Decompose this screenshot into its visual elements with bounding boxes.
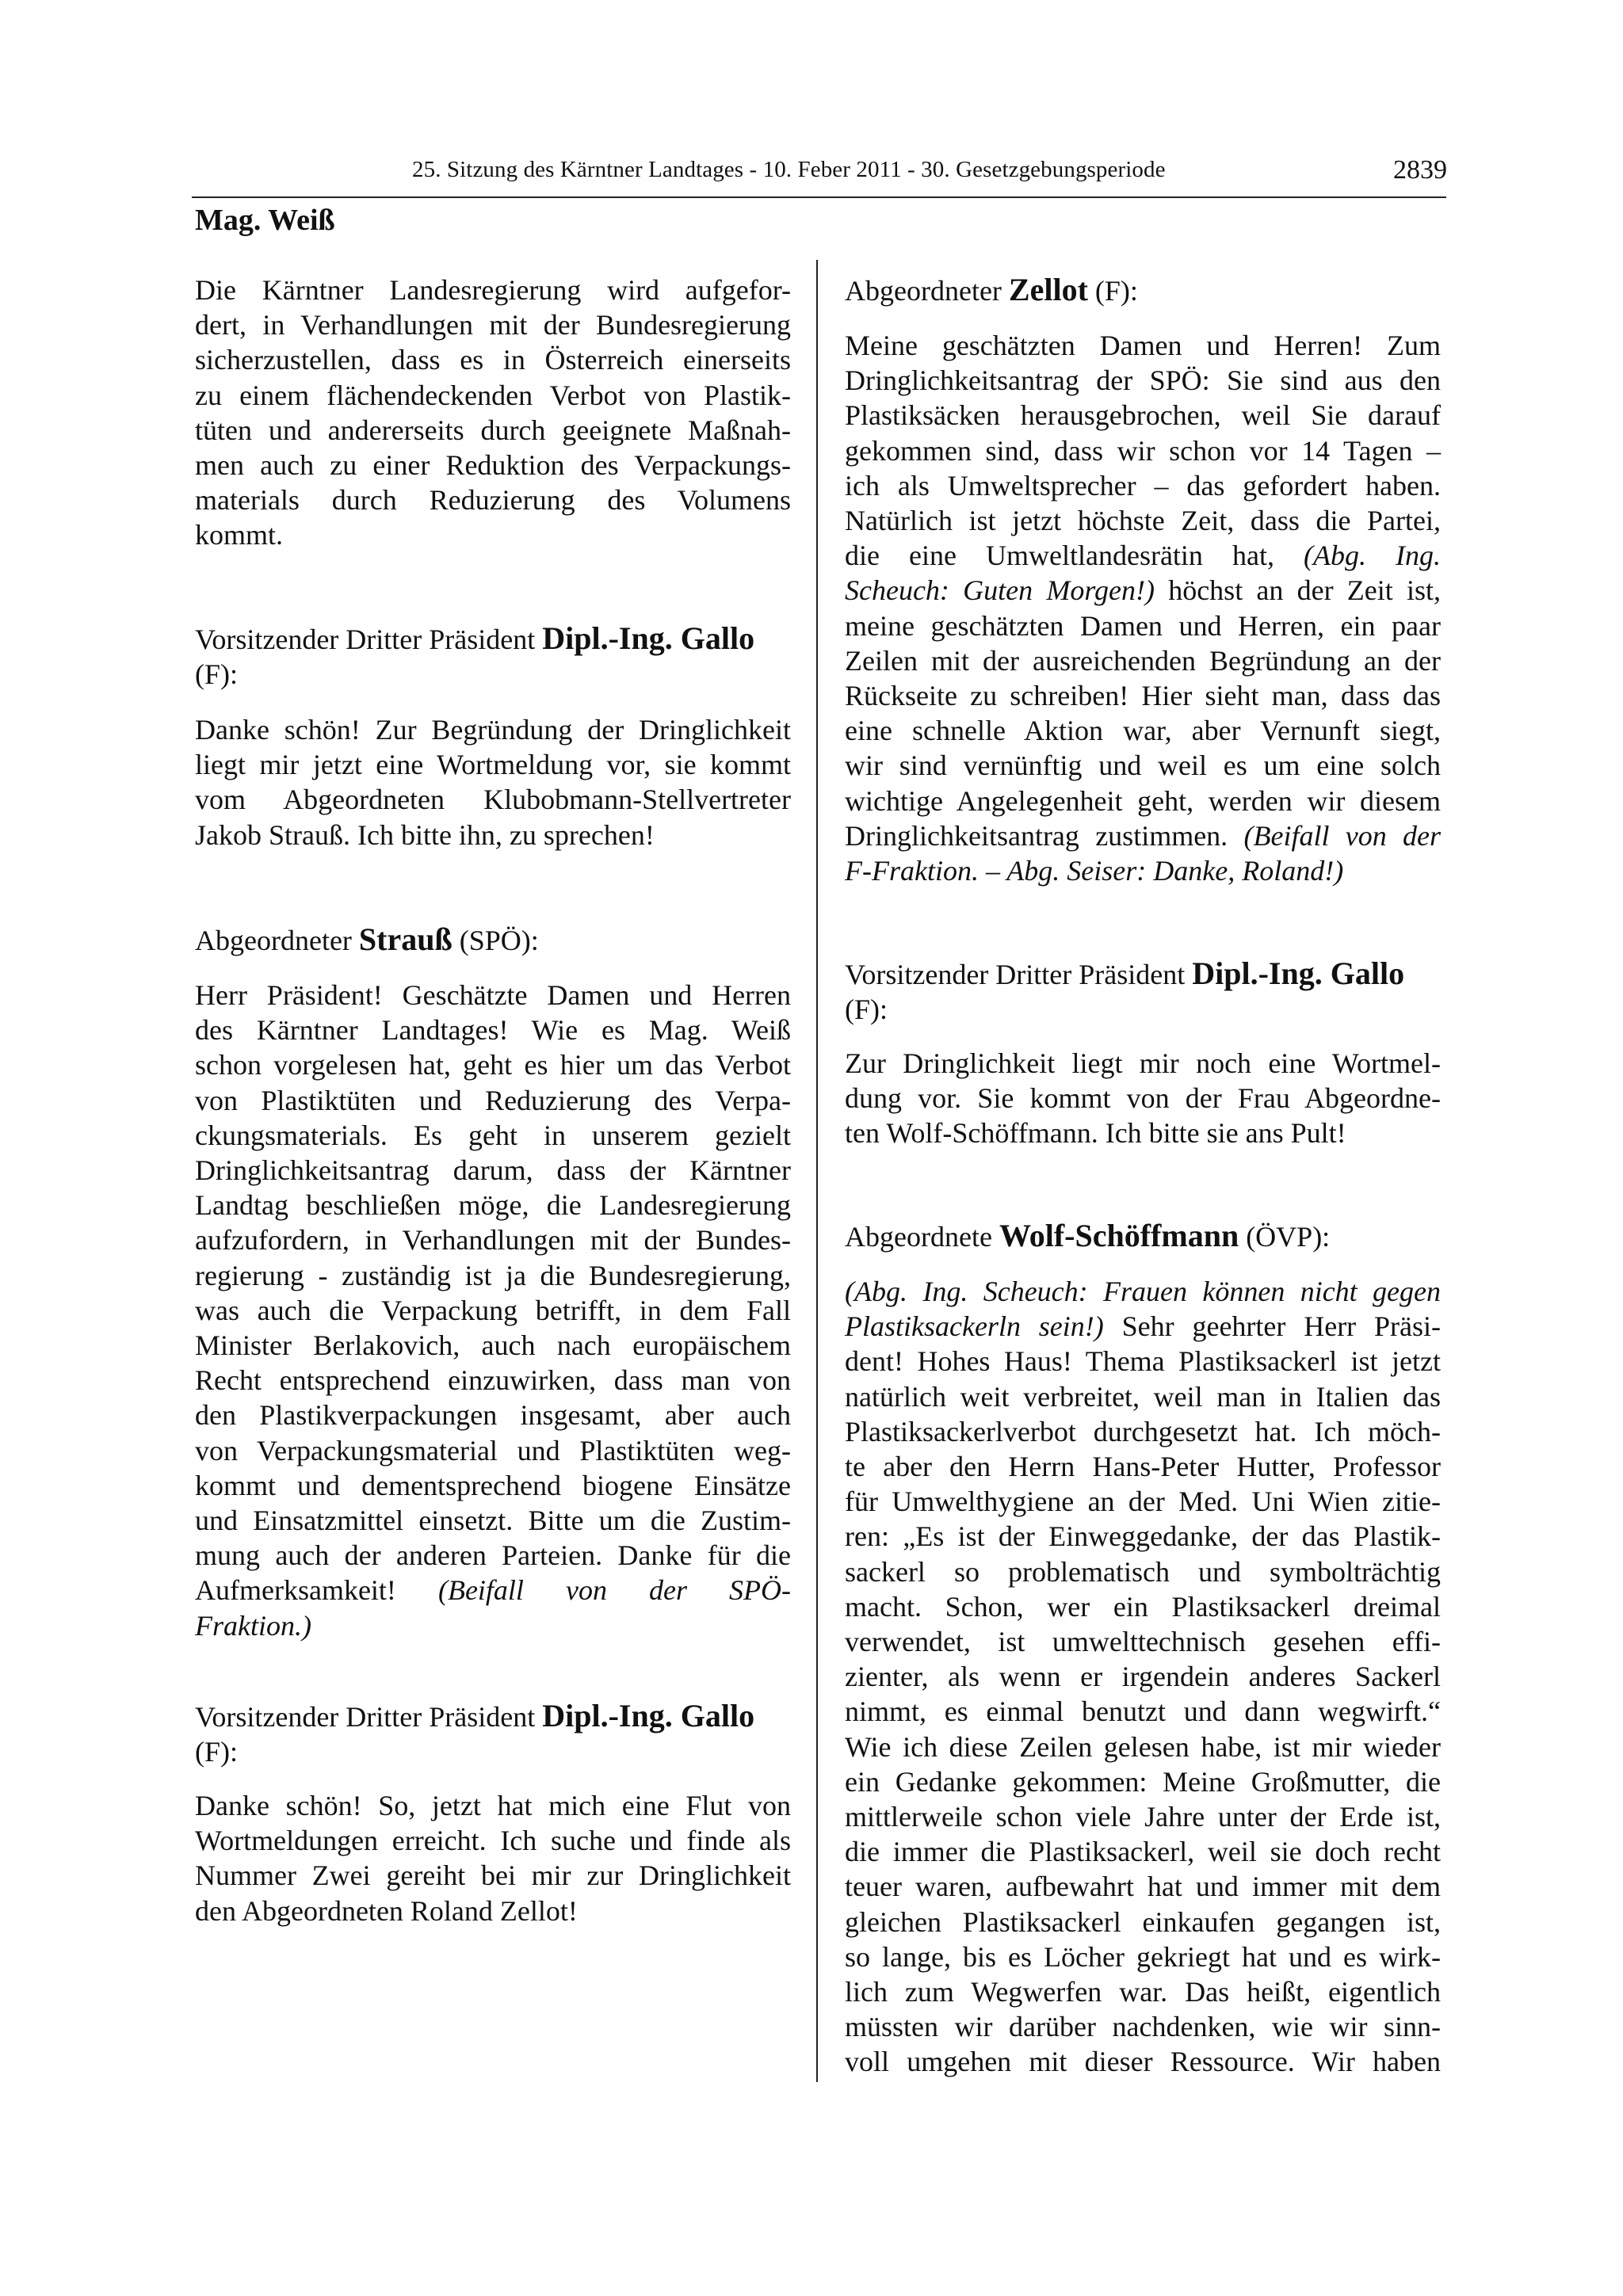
text-line: tüten und andererseits durch geeignete Maßnah- <box>195 414 791 446</box>
text-line: Wie ich diese Zeilen gelesen habe, ist mir wieder <box>845 1730 1441 1763</box>
text-line: gekommen sind, dass wir schon vor 14 Tagen – <box>845 434 1441 467</box>
speaker-name: Wolf-Schöffmann <box>999 1218 1239 1253</box>
motion-paragraph <box>195 273 791 553</box>
text-line: Recht entsprechend einzuwirken, dass man von <box>195 1364 791 1397</box>
text-line: für Umwelthygiene an der Med. Uni Wien zitie- <box>845 1486 1441 1518</box>
text-plain: die eine Umweltlandesrätin hat, <box>845 540 1274 572</box>
text-line: natürlich weit verbreitet, weil man in Italien das <box>845 1380 1441 1413</box>
text-line <box>845 853 1441 888</box>
text-plain: Dringlichkeitsantrag zustimmen. <box>845 819 1228 852</box>
text-line: Die Kärntner Landesregierung wird aufgefor- <box>195 274 791 306</box>
speaker-name: Strauß <box>358 921 453 957</box>
ws-paragraph <box>845 1274 1441 2080</box>
zellot-paragraph <box>845 328 1441 888</box>
text-line: von Plastiktüten und Reduzierung des Verpa- <box>195 1084 791 1116</box>
text-line: lich zum Wegwerfen war. Das heißt, eigentlich <box>845 1976 1441 2008</box>
ws-heading <box>845 1219 1441 1254</box>
text-line: voll umgehen mit dieser Ressource. Wir haben <box>845 2046 1441 2078</box>
text-line: Wortmeldungen erreicht. Ich suche und finde als <box>195 1825 791 1857</box>
interjection: Scheuch: Guten Morgen!) <box>845 574 1155 607</box>
text-line: verwendet, ist umwelttechnisch gesehen effi- <box>845 1626 1441 1658</box>
speaker-prefix: Abgeordnete <box>845 1221 992 1253</box>
text-line: vom Abgeordneten Klubobmann-Stellvertreter <box>195 784 791 816</box>
text-line: den Plastikverpackungen insgesamt, aber auch <box>195 1399 791 1432</box>
page-number: 2839 <box>1393 155 1447 185</box>
speaker-prefix: Vorsitzender Dritter Präsident <box>195 624 536 655</box>
text-line: Nummer Zwei gereiht bei mir zur Dringlichkeit <box>195 1859 791 1892</box>
text-line <box>195 1608 791 1643</box>
text-line: kommt. <box>195 519 284 551</box>
zellot-heading <box>845 273 1441 308</box>
text-line: wir sind vernünftig und weil es um eine solch <box>845 749 1441 782</box>
text-line: ich als Umweltsprecher – das gefordert haben. <box>845 469 1441 502</box>
speaker-party: (F): <box>195 1736 238 1768</box>
chair-paragraph-3 <box>845 1046 1441 1151</box>
text-line: Herr Präsident! Geschätzte Damen und Herren <box>195 979 791 1011</box>
applause-note: (Beifall von der SPÖ- <box>437 1574 791 1607</box>
chair-heading-1 <box>195 621 791 692</box>
column-divider <box>816 260 818 2082</box>
text-line <box>845 818 1441 853</box>
text-plain: Aufmerksamkeit! <box>195 1574 396 1607</box>
chair-paragraph-1 <box>195 712 791 852</box>
text-line: sicherzustellen, dass es in Österreich einerseits <box>195 344 791 376</box>
text-line: meine geschätzten Damen und Herren, ein paar <box>845 609 1441 642</box>
header-rule <box>192 196 1446 198</box>
text-line: den Abgeordneten Roland Zellot! <box>195 1894 578 1927</box>
text-line: men auch zu einer Reduktion des Verpackungs- <box>195 449 791 482</box>
text-line: Meine geschätzten Damen und Herren! Zum <box>845 330 1441 361</box>
text-line: Danke schön! So, jetzt hat mich eine Flut von <box>195 1790 791 1821</box>
text-line <box>845 1274 1441 1309</box>
applause-note: Fraktion.) <box>195 1609 311 1642</box>
speaker-prefix: Vorsitzender Dritter Präsident <box>845 959 1186 990</box>
text-line: eine schnelle Aktion war, aber Vernunft siegt, <box>845 715 1441 747</box>
text-line: zienter, als wenn er irgendein anderes Sackerl <box>845 1661 1441 1693</box>
text-line: müssten wir darüber nachdenken, wie wir sinn- <box>845 2011 1441 2043</box>
text-line: ein Gedanke gekommen: Meine Großmutter, die <box>845 1765 1441 1798</box>
speaker-name: Zellot <box>1008 272 1088 307</box>
text-line: nimmt, es einmal benutzt und dann wegwirft.“ <box>845 1695 1441 1728</box>
text-line: te aber den Herrn Hans-Peter Hutter, Professor <box>845 1451 1441 1483</box>
text-line: dung vor. Sie kommt von der Frau Abgeordne- <box>845 1082 1441 1115</box>
text-line: Rückseite zu schreiben! Hier sieht man, dass das <box>845 680 1441 712</box>
text-line: dent! Hohes Haus! Thema Plastiksackerl ist jetzt <box>845 1345 1441 1378</box>
text-line: gleichen Plastiksackerl einkaufen gegangen ist, <box>845 1905 1441 1938</box>
text-line: des Kärntner Landtages! Wie es Mag. Weiß <box>195 1014 791 1047</box>
text-line: so lange, bis es Löcher gekriegt hat und es wirk- <box>845 1940 1441 1973</box>
text-line: Zur Dringlichkeit liegt mir noch eine Wortmel- <box>845 1047 1441 1079</box>
interjection: Plastiksackerln sein!) <box>845 1310 1104 1343</box>
text-line: schon vorgelesen hat, geht es hier um das Verbot <box>195 1049 791 1081</box>
speaker-party: (F): <box>845 994 888 1026</box>
text-line: Zeilen mit der ausreichenden Begründung an der <box>845 644 1441 677</box>
text-line: Plastiksäcken herausgebrochen, weil Sie darauf <box>845 399 1441 432</box>
text-line: Jakob Strauß. Ich bitte ihn, zu sprechen! <box>195 818 655 851</box>
speaker-party: (F): <box>195 658 238 691</box>
strauss-paragraph <box>195 978 791 1643</box>
text-line: Dringlichkeitsantrag darum, dass der Kärntner <box>195 1154 791 1187</box>
top-speaker-name: Mag. Weiß <box>195 204 335 237</box>
text-line: die immer die Plastiksackerl, weil sie doch recht <box>845 1836 1441 1868</box>
text-line: kommt und dementsprechend biogene Einsätze <box>195 1469 791 1501</box>
speaker-name: Dipl.-Ing. Gallo <box>1192 955 1405 991</box>
speaker-name: Dipl.-Ing. Gallo <box>542 620 755 656</box>
text-line <box>845 538 1441 573</box>
speaker-prefix: Abgeordneter <box>195 925 352 956</box>
text-line: mung auch der anderen Parteien. Danke für die <box>195 1539 791 1572</box>
text-line: sackerl so problematisch und symbolträchtig <box>845 1555 1441 1588</box>
speaker-prefix: Abgeordneter <box>845 275 1002 307</box>
text-line: Natürlich ist jetzt höchste Zeit, dass die Partei, <box>845 505 1441 537</box>
text-line: Dringlichkeitsantrag der SPÖ: Sie sind aus den <box>845 364 1441 397</box>
text-line: ren: „Es ist der Einweggedanke, der das Plastik- <box>845 1520 1441 1553</box>
text-line: ten Wolf-Schöffmann. Ich bitte sie ans Pult! <box>845 1117 1346 1150</box>
chair-heading-2 <box>195 1699 791 1769</box>
text-line: Landtag beschließen möge, die Landesregierung <box>195 1189 791 1222</box>
running-header: 25. Sitzung des Kärntner Landtages - 10. Feber 2011 - 30. Gesetzgebungsperiode <box>412 157 1166 182</box>
text-line: macht. Schon, wer ein Plastiksackerl dreimal <box>845 1590 1441 1623</box>
speaker-party: (F): <box>1094 275 1138 307</box>
text-line: materials durch Reduzierung des Volumens <box>195 484 791 517</box>
text-line: Danke schön! Zur Begründung der Dringlichkeit <box>195 714 791 746</box>
text-line: teuer waren, aufbewahrt hat und immer mit dem <box>845 1871 1441 1903</box>
text-line: liegt mir jetzt eine Wortmeldung vor, sie kommt <box>195 749 791 781</box>
text-line <box>195 1573 791 1608</box>
text-line: dert, in Verhandlungen mit der Bundesregierung <box>195 309 791 341</box>
speaker-party: (SPÖ): <box>459 925 539 956</box>
text-line: mittlerweile schon viele Jahre unter der Erde ist, <box>845 1801 1441 1833</box>
text-plain: höchst an der Zeit ist, <box>1168 574 1442 607</box>
speaker-name: Dipl.-Ing. Gallo <box>542 1698 755 1733</box>
interjection: (Abg. Ing. <box>1304 540 1442 572</box>
chair-paragraph-2 <box>195 1788 791 1928</box>
text-line: regierung - zuständig ist ja die Bundesregierung, <box>195 1259 791 1291</box>
text-line: ckungsmaterials. Es geht in unserem gezielt <box>195 1119 791 1151</box>
interjection: (Abg. Ing. Scheuch: Frauen können nicht gegen <box>845 1276 1441 1307</box>
applause-note: (Beifall von der <box>1243 819 1442 852</box>
speaker-prefix: Vorsitzender Dritter Präsident <box>195 1701 536 1733</box>
text-line: von Verpackungsmaterial und Plastiktüten weg- <box>195 1434 791 1466</box>
speaker-party: (ÖVP): <box>1246 1221 1331 1253</box>
text-line: wichtige Angelegenheit geht, werden wir diesem <box>845 784 1441 817</box>
strauss-heading <box>195 922 791 958</box>
text-line: Plastiksackerlverbot durchgesetzt hat. Ich möch- <box>845 1415 1441 1447</box>
text-line: und Einsatzmittel einsetzt. Bitte um die Zustim- <box>195 1505 791 1537</box>
text-line: Minister Berlakovich, auch nach europäischem <box>195 1329 791 1362</box>
text-line <box>845 573 1441 608</box>
text-line <box>845 1309 1441 1344</box>
chair-heading-3 <box>845 956 1441 1027</box>
applause-note: F-Fraktion. – Abg. Seiser: Danke, Roland!) <box>845 855 1344 887</box>
text-line: zu einem flächendeckenden Verbot von Plastik- <box>195 379 791 411</box>
text-line: aufzufordern, in Verhandlungen mit der Bundes- <box>195 1224 791 1257</box>
text-line: was auch die Verpackung betrifft, in dem Fall <box>195 1294 791 1326</box>
text-plain: Sehr geehrter Herr Präsi- <box>1121 1310 1442 1343</box>
